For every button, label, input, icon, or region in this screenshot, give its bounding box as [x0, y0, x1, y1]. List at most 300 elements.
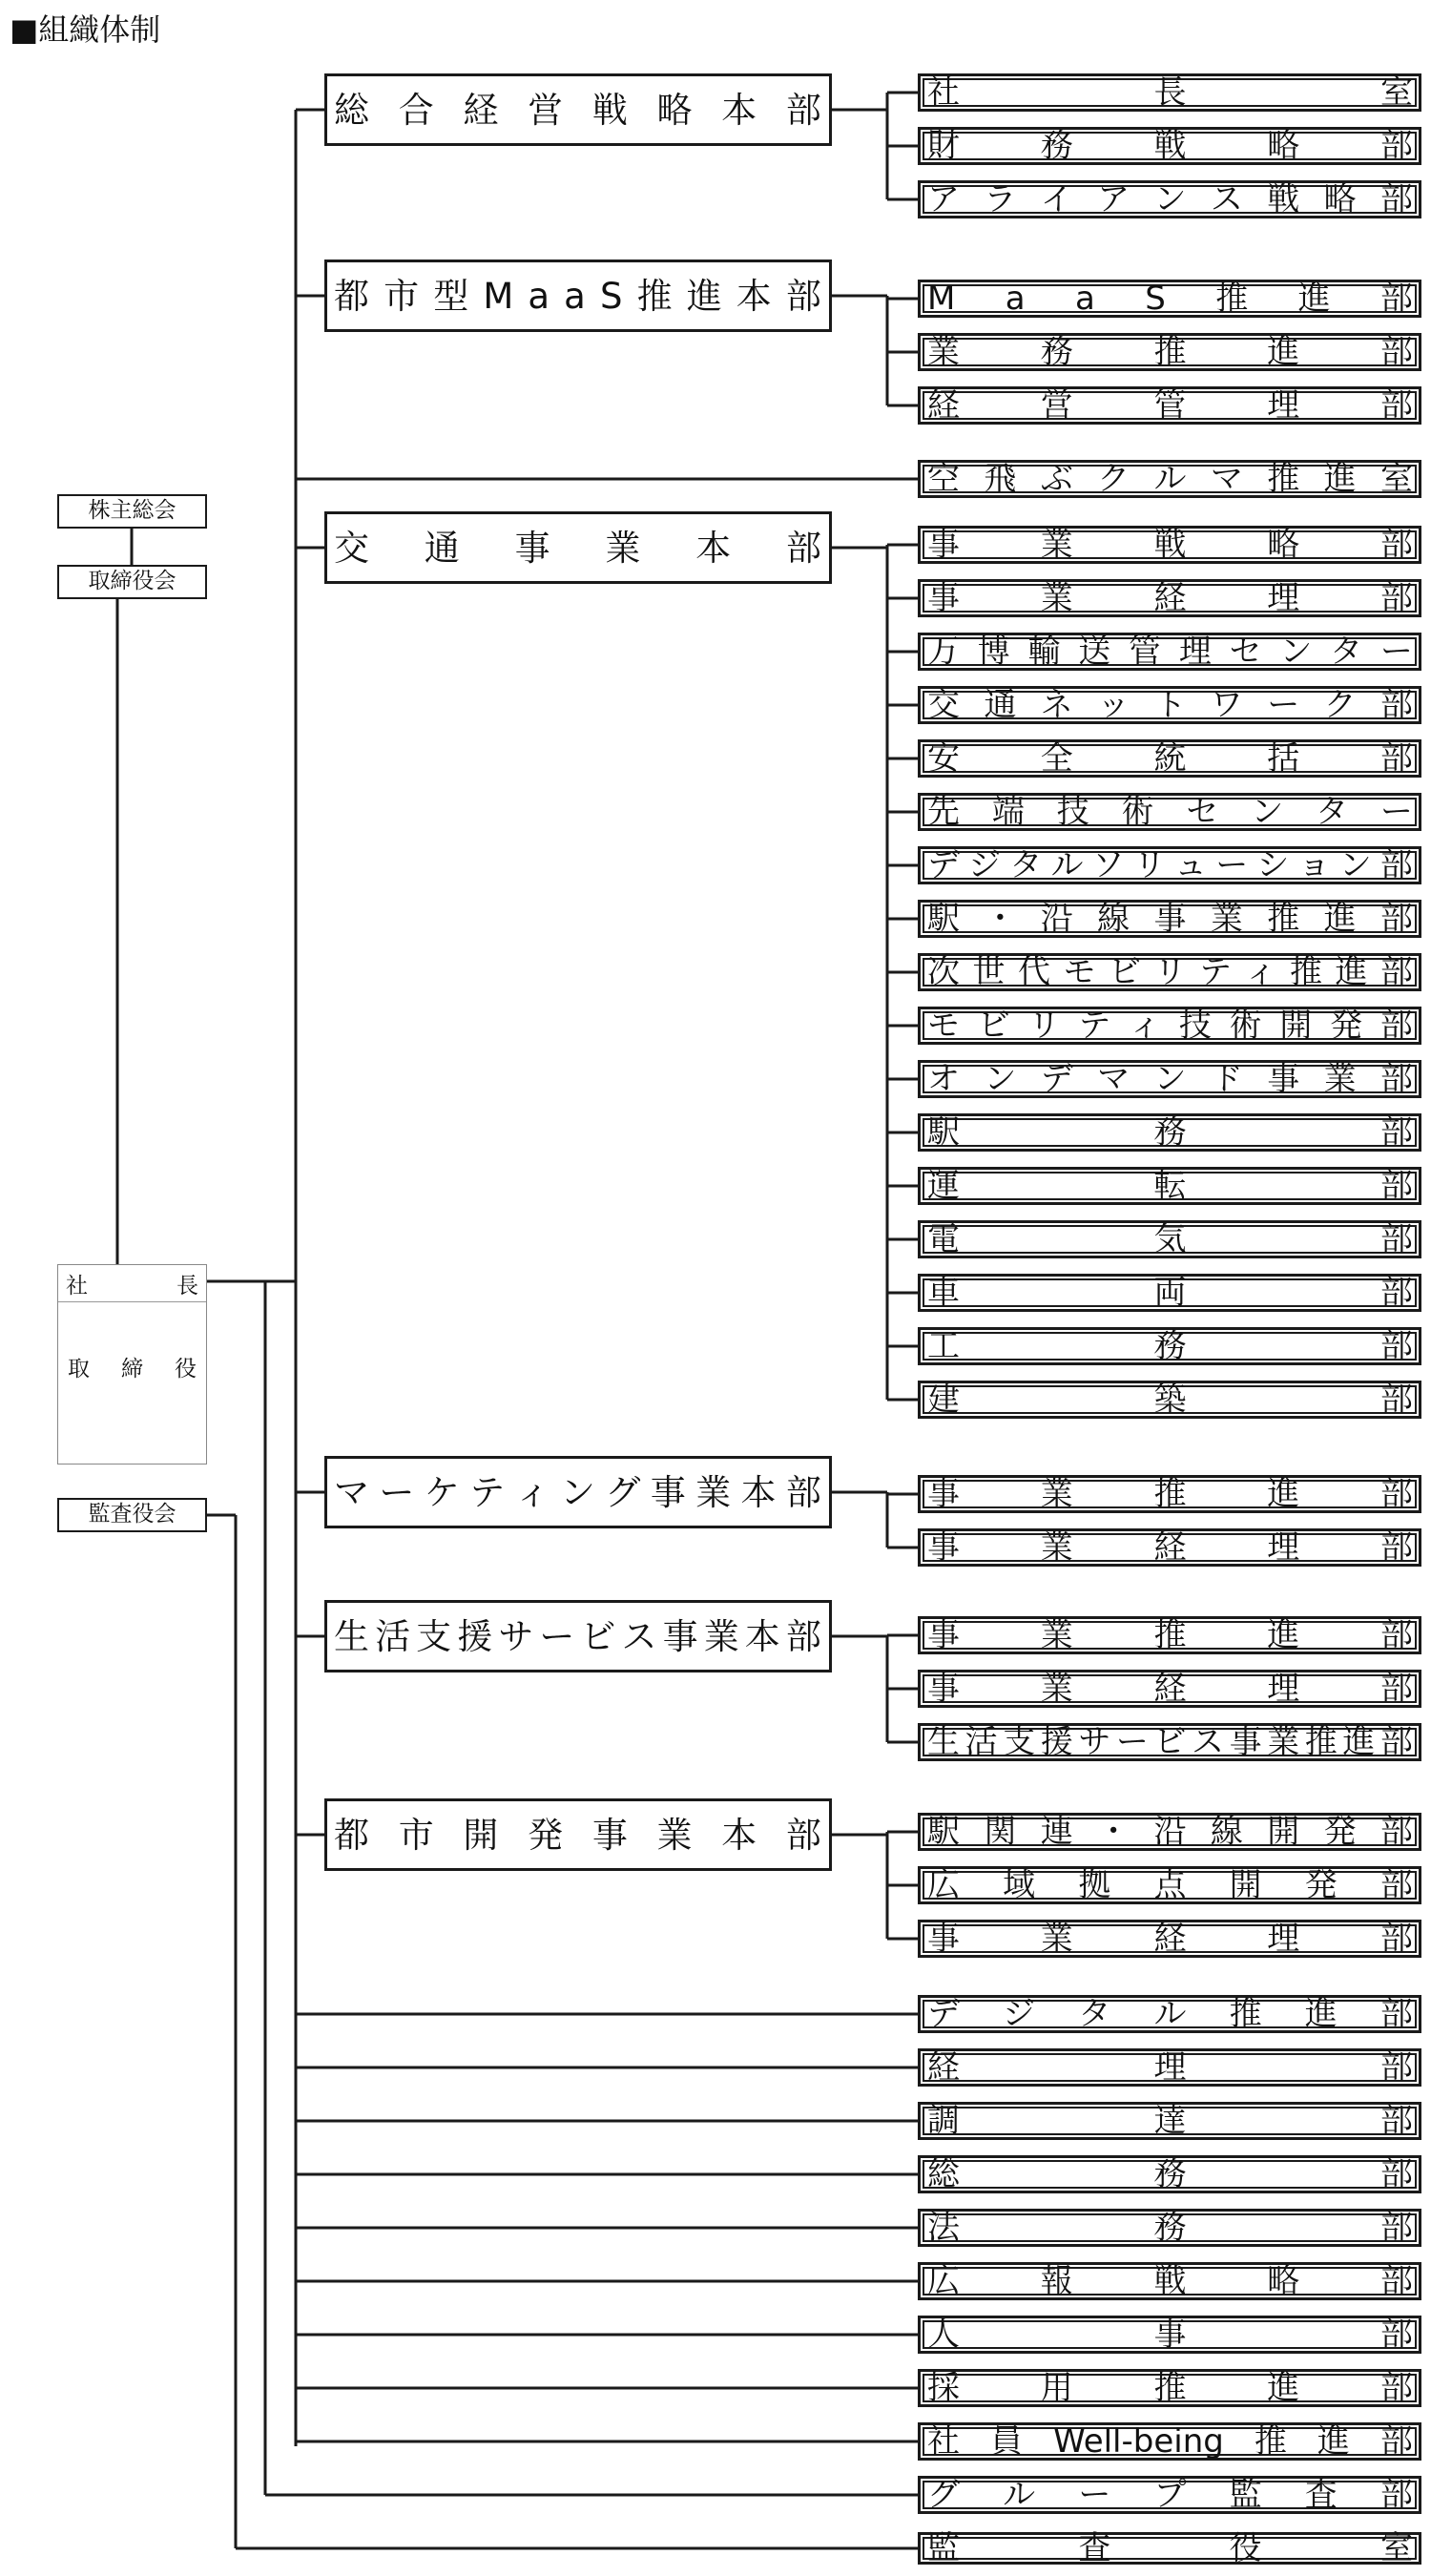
- department-box-label: [921, 180, 1419, 218]
- department-box-label: [921, 1007, 1419, 1045]
- label-char: 点: [1153, 1866, 1187, 1904]
- label-char: ア: [927, 180, 960, 218]
- label-char: 事: [1267, 1060, 1300, 1098]
- headquarters-box-label: [327, 1459, 829, 1526]
- department-box: [918, 579, 1421, 617]
- label-char: 工: [927, 1327, 960, 1365]
- label-char: 部: [1379, 1723, 1413, 1761]
- label-char: 進: [1342, 1723, 1376, 1761]
- department-box: [918, 460, 1421, 498]
- department-box-label: [921, 579, 1419, 617]
- label-char: 理: [1267, 1528, 1300, 1567]
- label-char: 社: [927, 73, 960, 112]
- label-char: 経: [1153, 1670, 1187, 1708]
- label-char: 事: [650, 1471, 687, 1513]
- label-char: 戦: [1153, 526, 1187, 564]
- label-char: ト: [1153, 686, 1187, 724]
- department-box: [918, 953, 1421, 991]
- staff-department-box: [918, 2048, 1421, 2087]
- president-box: [57, 1264, 207, 1465]
- label-char: 総: [927, 2155, 960, 2193]
- headquarters-box-label: [327, 76, 829, 143]
- label-char: a: [1005, 280, 1026, 318]
- label-char: ン: [1251, 793, 1284, 831]
- label-char: 理: [1267, 1670, 1300, 1708]
- label-char: 務: [1040, 333, 1073, 371]
- director-char: 取: [68, 1357, 90, 1381]
- label-char: S: [599, 275, 624, 317]
- department-box: [918, 333, 1421, 371]
- label-char: ー: [1115, 1723, 1149, 1761]
- label-char: 営: [1040, 386, 1073, 425]
- department-box-label: [921, 127, 1419, 165]
- label-char: 事: [662, 1615, 699, 1657]
- label-char: ビ: [1109, 953, 1141, 991]
- department-box: [918, 1007, 1421, 1045]
- label-char: 査: [1078, 2529, 1111, 2567]
- label-char: 両: [1153, 1274, 1187, 1312]
- label-char: ン: [559, 1471, 596, 1513]
- label-char: 進: [1335, 953, 1368, 991]
- label-char: 経: [927, 386, 960, 425]
- label-char: 事: [927, 1920, 960, 1958]
- label-char: 運: [927, 1167, 960, 1205]
- headquarters-box: [324, 1456, 832, 1528]
- department-box: [918, 1670, 1421, 1708]
- label-char: 築: [1153, 1381, 1187, 1419]
- label-char: ク: [1323, 686, 1357, 724]
- label-char: 部: [1380, 579, 1413, 617]
- label-char: 事: [1153, 2316, 1187, 2354]
- label-char: 万: [927, 633, 960, 671]
- staff-department-box-label: [921, 1995, 1419, 2033]
- label-char: 査: [1304, 2476, 1338, 2514]
- label-char: 生: [334, 1615, 370, 1657]
- department-box-label: [921, 386, 1419, 425]
- label-char: 理: [1178, 633, 1212, 671]
- department-box: [918, 793, 1421, 831]
- label-char: 事: [927, 1528, 960, 1567]
- label-char: ル: [1050, 846, 1084, 884]
- label-char: 部: [1380, 2048, 1413, 2087]
- label-char: ビ: [977, 1007, 1010, 1045]
- label-char: 連: [1040, 1813, 1073, 1851]
- label-char: 経: [1153, 1920, 1187, 1958]
- board-of-directors-label: 取締役会: [88, 569, 176, 593]
- label-char: ・: [984, 900, 1017, 938]
- label-char: ィ: [1129, 1007, 1162, 1045]
- department-box-label: [921, 1723, 1419, 1761]
- label-char: 市: [384, 275, 421, 317]
- label-char: ワ: [1210, 686, 1243, 724]
- staff-department-box: [918, 2102, 1421, 2140]
- staff-department-box: [918, 2155, 1421, 2193]
- label-char: サ: [498, 1615, 535, 1657]
- department-box-label: [921, 1616, 1419, 1654]
- headquarters-box: [324, 73, 832, 146]
- staff-department-box-label: [921, 2422, 1419, 2461]
- headquarters-box: [324, 511, 832, 584]
- label-char: 部: [1380, 180, 1413, 218]
- label-char: 部: [1380, 900, 1413, 938]
- label-char: 人: [927, 2316, 960, 2354]
- label-char: 部: [1380, 686, 1413, 724]
- label-char: 推: [1153, 2369, 1187, 2407]
- staff-department-box-label: [921, 2048, 1419, 2087]
- label-char: 都: [334, 1814, 370, 1856]
- label-char: 本: [695, 527, 733, 569]
- label-char: マ: [1097, 1060, 1130, 1098]
- label-char: 部: [785, 275, 822, 317]
- department-box-label: [921, 1167, 1419, 1205]
- label-char: 事: [927, 579, 960, 617]
- staff-department-box: [918, 2369, 1421, 2407]
- label-char: 広: [927, 1866, 960, 1904]
- label-char: 合: [398, 89, 435, 131]
- label-char: 進: [1323, 900, 1357, 938]
- label-char: 型: [433, 275, 470, 317]
- department-box: [918, 1381, 1421, 1419]
- headquarters-box: [324, 260, 832, 332]
- staff-department-box-label: [921, 2316, 1419, 2354]
- audit-board-box: [57, 1498, 207, 1532]
- label-char: ス: [1192, 1723, 1225, 1761]
- department-box-label: [921, 633, 1419, 671]
- label-char: 先: [927, 793, 960, 831]
- label-char: 送: [1078, 633, 1111, 671]
- department-box: [918, 127, 1421, 165]
- headquarters-box-label: [327, 262, 829, 329]
- label-char: a: [564, 275, 587, 317]
- staff-department-box-label: [921, 2209, 1419, 2247]
- label-char: 推: [1304, 1723, 1338, 1761]
- director-title-row: [58, 1351, 206, 1382]
- label-char: テ: [1199, 953, 1232, 991]
- label-char: 社: [927, 2422, 960, 2461]
- department-box: [918, 686, 1421, 724]
- label-char: 部: [1380, 333, 1413, 371]
- board-of-directors-box: [57, 565, 207, 599]
- headquarters-box: [324, 1798, 832, 1871]
- label-char: ス: [621, 1615, 658, 1657]
- department-box-label: [921, 1920, 1419, 1958]
- department-box-label: [921, 526, 1419, 564]
- label-char: 戦: [591, 89, 629, 131]
- label-char: 務: [1153, 1113, 1187, 1152]
- label-char: ラ: [984, 180, 1017, 218]
- label-char: セ: [1229, 633, 1262, 671]
- headquarters-box: [324, 1600, 832, 1672]
- label-char: マ: [334, 1471, 370, 1513]
- label-char: 進: [1267, 2369, 1300, 2407]
- label-char: 室: [1379, 2529, 1413, 2567]
- label-char: a: [528, 275, 551, 317]
- label-char: 市: [398, 1814, 435, 1856]
- label-char: 活: [964, 1723, 998, 1761]
- label-char: 進: [1267, 1475, 1300, 1513]
- label-char: 域: [1003, 1866, 1036, 1904]
- label-char: ン: [1279, 633, 1313, 671]
- label-char: ン: [984, 1060, 1017, 1098]
- label-char: 部: [1380, 1475, 1413, 1513]
- label-char: 発: [1330, 1007, 1363, 1045]
- president-char: 長: [176, 1273, 198, 1298]
- label-char: ー: [539, 1615, 576, 1657]
- label-char: ク: [1097, 460, 1130, 498]
- label-char: 推: [636, 275, 674, 317]
- label-char: 援: [1040, 1723, 1073, 1761]
- department-box-label: [921, 900, 1419, 938]
- label-char: 建: [927, 1381, 960, 1419]
- label-char: 術: [1229, 1007, 1262, 1045]
- label-char: 務: [1040, 127, 1073, 165]
- label-char: 駅: [927, 1813, 960, 1851]
- label-char: 監: [1229, 2476, 1262, 2514]
- label-char: 営: [528, 89, 565, 131]
- label-char: 部: [1380, 386, 1413, 425]
- label-char: 通: [984, 686, 1017, 724]
- label-char: 部: [1380, 739, 1413, 778]
- label-char: 端: [991, 793, 1025, 831]
- label-char: M: [483, 275, 515, 317]
- label-char: ル: [1003, 2476, 1036, 2514]
- department-box-label: [921, 1327, 1419, 1365]
- label-char: 経: [927, 2048, 960, 2087]
- label-char: ー: [1379, 793, 1413, 831]
- label-char: 関: [984, 1813, 1017, 1851]
- department-box-label: [921, 686, 1419, 724]
- label-char: ー: [1215, 846, 1249, 884]
- label-char: 業: [1040, 526, 1073, 564]
- staff-department-box: [918, 2262, 1421, 2300]
- label-char: 業: [1040, 1670, 1073, 1708]
- label-char: 安: [927, 739, 960, 778]
- label-char: ド: [1210, 1060, 1243, 1098]
- department-box: [918, 73, 1421, 112]
- label-char: ー: [1078, 2476, 1111, 2514]
- department-box: [918, 846, 1421, 884]
- label-char: ン: [1153, 180, 1187, 218]
- label-char: 開: [1267, 1813, 1300, 1851]
- label-char: デ: [927, 846, 960, 884]
- label-char: 長: [1153, 73, 1187, 112]
- headquarters-box-label: [327, 514, 829, 581]
- label-char: 推: [1153, 1616, 1187, 1654]
- label-char: 業: [1040, 1920, 1073, 1958]
- label-char: 交: [334, 527, 370, 569]
- department-box: [918, 1274, 1421, 1312]
- label-char: 部: [1380, 2209, 1413, 2247]
- label-char: テ: [1078, 1007, 1111, 1045]
- label-char: 部: [1380, 1670, 1413, 1708]
- label-char: 部: [1380, 1220, 1413, 1258]
- department-box-label: [921, 1220, 1419, 1258]
- label-char: 理: [1267, 579, 1300, 617]
- label-char: 部: [1380, 1920, 1413, 1958]
- label-char: 部: [1380, 1113, 1413, 1152]
- label-char: M: [927, 280, 956, 318]
- section-title: ■組織体制: [10, 11, 161, 48]
- label-char: 転: [1153, 1167, 1187, 1205]
- label-char: 監: [927, 2529, 960, 2567]
- label-char: 業: [1040, 1616, 1073, 1654]
- department-box: [918, 1528, 1421, 1567]
- president-char: 社: [66, 1273, 88, 1298]
- label-char: 略: [656, 89, 694, 131]
- label-char: 業: [703, 1615, 740, 1657]
- label-char: 業: [1040, 1528, 1073, 1567]
- department-box-label: [921, 1381, 1419, 1419]
- label-char: 術: [1121, 793, 1154, 831]
- department-box-label: [921, 793, 1419, 831]
- label-char: Well-being: [1053, 2422, 1224, 2461]
- label-char: デ: [1040, 1060, 1073, 1098]
- department-box: [918, 526, 1421, 564]
- department-box: [918, 1920, 1421, 1958]
- label-char: 進: [1304, 1995, 1338, 2033]
- label-char: 技: [1056, 793, 1089, 831]
- label-char: 生: [927, 1723, 960, 1761]
- president-title-row: [58, 1265, 206, 1302]
- label-char: 線: [1097, 900, 1130, 938]
- label-char: 業: [605, 527, 642, 569]
- department-box: [918, 1060, 1421, 1098]
- auditor-office-box: [918, 2529, 1421, 2567]
- label-char: 沿: [1153, 1813, 1187, 1851]
- staff-department-box-label: [921, 2102, 1419, 2140]
- label-char: ネ: [1040, 686, 1073, 724]
- label-char: タ: [1078, 1995, 1111, 2033]
- label-char: 部: [1380, 1327, 1413, 1365]
- label-char: 法: [927, 2209, 960, 2247]
- department-box: [918, 386, 1421, 425]
- shareholders-meeting-box: [57, 494, 207, 529]
- label-char: 部: [1380, 1167, 1413, 1205]
- label-char: ぶ: [1040, 460, 1073, 498]
- label-char: 空: [927, 460, 960, 498]
- label-char: 開: [1229, 1866, 1262, 1904]
- label-char: 駅: [927, 900, 960, 938]
- label-char: 支: [1003, 1723, 1036, 1761]
- label-char: 報: [1040, 2262, 1073, 2300]
- label-char: 開: [1279, 1007, 1313, 1045]
- label-char: 輸: [1027, 633, 1061, 671]
- label-char: 事: [927, 526, 960, 564]
- label-char: 員: [990, 2422, 1024, 2461]
- label-char: 部: [1380, 127, 1413, 165]
- label-char: 次: [927, 953, 960, 991]
- label-char: イ: [1040, 180, 1073, 218]
- auditor-office-box-label: [921, 2529, 1419, 2567]
- label-char: 理: [1153, 2048, 1187, 2087]
- staff-department-box-label: [921, 2262, 1419, 2300]
- staff-department-box: [918, 2316, 1421, 2354]
- label-char: 推: [1290, 953, 1322, 991]
- label-char: S: [1145, 280, 1166, 318]
- label-char: 事: [927, 1616, 960, 1654]
- staff-department-box-label: [921, 2369, 1419, 2407]
- label-char: タ: [1330, 633, 1363, 671]
- label-char: モ: [1063, 953, 1096, 991]
- department-box: [918, 1167, 1421, 1205]
- department-box-label: [921, 280, 1419, 318]
- label-char: 推: [1153, 1475, 1187, 1513]
- label-char: 部: [1380, 1813, 1413, 1851]
- label-char: 部: [1380, 953, 1413, 991]
- label-char: 沿: [1040, 900, 1073, 938]
- label-char: 推: [1215, 280, 1249, 318]
- label-char: 飛: [984, 460, 1017, 498]
- director-char: 締: [121, 1357, 143, 1381]
- label-char: ョ: [1297, 846, 1331, 884]
- label-char: 推: [1229, 1995, 1262, 2033]
- label-char: 全: [1040, 739, 1073, 778]
- label-char: 達: [1153, 2102, 1187, 2140]
- label-char: 務: [1153, 2155, 1187, 2193]
- label-char: 進: [1297, 280, 1331, 318]
- label-char: 経: [1153, 1528, 1187, 1567]
- department-box: [918, 900, 1421, 938]
- department-box-label: [921, 953, 1419, 991]
- label-char: オ: [927, 1060, 960, 1098]
- label-char: ビ: [580, 1615, 617, 1657]
- department-box: [918, 1866, 1421, 1904]
- department-box-label: [921, 73, 1419, 112]
- label-char: ケ: [424, 1471, 461, 1513]
- label-char: 気: [1153, 1220, 1187, 1258]
- department-box: [918, 1723, 1421, 1761]
- label-char: シ: [1256, 846, 1290, 884]
- label-char: 進: [1267, 1616, 1300, 1654]
- label-char: ス: [1210, 180, 1243, 218]
- label-char: 事: [1153, 900, 1187, 938]
- label-char: 開: [463, 1814, 500, 1856]
- label-char: 本: [721, 1814, 758, 1856]
- label-char: セ: [1186, 793, 1219, 831]
- label-char: 部: [1380, 1528, 1413, 1567]
- label-char: 採: [927, 2369, 960, 2407]
- label-char: 電: [927, 1220, 960, 1258]
- group-audit-box-label: [921, 2476, 1419, 2514]
- label-char: 部: [1379, 2422, 1413, 2461]
- label-char: 戦: [1153, 127, 1187, 165]
- label-char: ッ: [1097, 686, 1130, 724]
- label-char: 事: [1229, 1723, 1262, 1761]
- label-char: 推: [1267, 900, 1300, 938]
- label-char: 技: [1178, 1007, 1212, 1045]
- department-box-label: [921, 1274, 1419, 1312]
- department-box-label: [921, 460, 1419, 498]
- label-char: 理: [1267, 386, 1300, 425]
- label-char: 発: [1304, 1866, 1338, 1904]
- label-char: テ: [469, 1471, 507, 1513]
- label-char: 略: [1323, 180, 1357, 218]
- label-char: グ: [927, 2476, 960, 2514]
- label-char: 部: [1380, 2262, 1413, 2300]
- label-char: 線: [1210, 1813, 1243, 1851]
- label-char: ・: [1097, 1813, 1130, 1851]
- label-char: 部: [1380, 2155, 1413, 2193]
- label-char: 部: [1380, 1616, 1413, 1654]
- label-char: 略: [1267, 2262, 1300, 2300]
- label-char: 部: [785, 527, 822, 569]
- label-char: ソ: [1091, 846, 1125, 884]
- department-box-label: [921, 739, 1419, 778]
- department-box-label: [921, 1813, 1419, 1851]
- label-char: 業: [1210, 900, 1243, 938]
- department-box-label: [921, 1866, 1419, 1904]
- label-char: 部: [1379, 1995, 1413, 2033]
